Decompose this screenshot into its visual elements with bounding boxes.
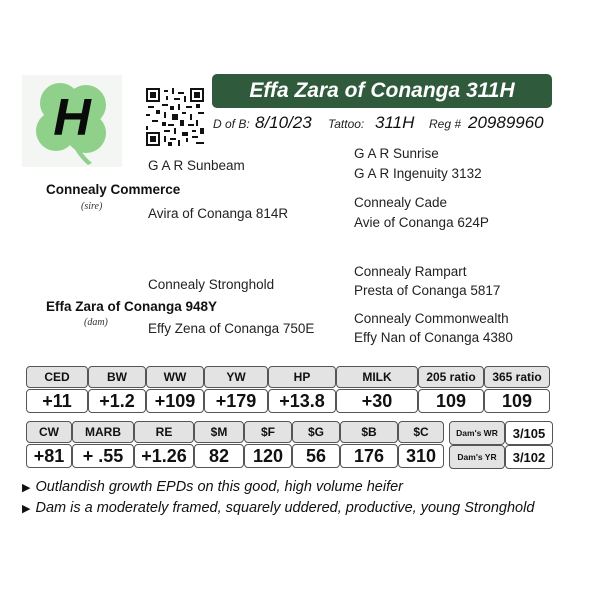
epd-value-yw: +179 bbox=[204, 389, 268, 413]
epd-value-ced: +11 bbox=[26, 389, 88, 413]
logo-h-clover bbox=[22, 75, 122, 167]
epd-header-ced: CED bbox=[26, 366, 88, 388]
qr-code-icon[interactable] bbox=[146, 88, 204, 146]
sire-dam: Avira of Conanga 814R bbox=[148, 206, 289, 221]
dob-label: D of B: bbox=[213, 117, 250, 131]
epd-header-g: $G bbox=[292, 421, 340, 443]
note-2-text: Dam is a moderately framed, squarely uddered, productive, young Stronghold bbox=[35, 500, 535, 516]
note-2 bbox=[22, 500, 534, 516]
sire-name: Connealy Commerce bbox=[46, 182, 181, 197]
sire-sire-sire: G A R Sunrise bbox=[354, 146, 439, 161]
sire-dam-sire: Connealy Cade bbox=[354, 195, 448, 210]
sire-sire: G A R Sunbeam bbox=[148, 158, 245, 173]
dam-wr-label: Dam's WR bbox=[449, 421, 505, 445]
epd-header-marb: MARB bbox=[72, 421, 134, 443]
epd-value-hp: +13.8 bbox=[268, 389, 336, 413]
epd-value-bw: +1.2 bbox=[88, 389, 146, 413]
dam-wr-value: 3/105 bbox=[505, 421, 553, 445]
bullet-icon: ▶ bbox=[22, 482, 31, 494]
dam-sire-sire: Connealy Rampart bbox=[354, 264, 467, 279]
epd-header-c: $C bbox=[398, 421, 444, 443]
dam-yr-label: Dam's YR bbox=[449, 445, 505, 469]
epd-value-milk: +30 bbox=[336, 389, 418, 413]
tattoo-label: Tattoo: bbox=[328, 117, 365, 131]
dam-sire: Connealy Stronghold bbox=[148, 277, 275, 292]
epd-value-cw: +81 bbox=[26, 444, 72, 468]
sire-role: (sire) bbox=[81, 201, 103, 212]
epd-value-365-ratio: 109 bbox=[484, 389, 550, 413]
epd-value-f: 120 bbox=[244, 444, 292, 468]
epd-header-f: $F bbox=[244, 421, 292, 443]
epd-header-re: RE bbox=[134, 421, 194, 443]
animal-name-banner: Effa Zara of Conanga 311H bbox=[212, 74, 552, 108]
epd-header-m: $M bbox=[194, 421, 244, 443]
epd-value-re: +1.26 bbox=[134, 444, 194, 468]
sire-dam-dam: Avie of Conanga 624P bbox=[354, 215, 489, 230]
epd-value-205-ratio: 109 bbox=[418, 389, 484, 413]
epd-header-yw: YW bbox=[204, 366, 268, 388]
epd-value-marb: + .55 bbox=[72, 444, 134, 468]
dob-value: 8/10/23 bbox=[255, 113, 312, 132]
epd-header-205-ratio: 205 ratio bbox=[418, 366, 484, 388]
epd-value-ww: +109 bbox=[146, 389, 204, 413]
reg-value: 20989960 bbox=[468, 113, 544, 132]
bullet-icon: ▶ bbox=[22, 503, 31, 515]
sire-sire-dam: G A R Ingenuity 3132 bbox=[354, 166, 482, 181]
epd-header-cw: CW bbox=[26, 421, 72, 443]
epd-value-m: 82 bbox=[194, 444, 244, 468]
dam-dam: Effy Zena of Conanga 750E bbox=[148, 321, 315, 336]
epd-header-365-ratio: 365 ratio bbox=[484, 366, 550, 388]
dam-name: Effa Zara of Conanga 948Y bbox=[46, 299, 218, 314]
dam-yr-value: 3/102 bbox=[505, 445, 553, 469]
epd-header-hp: HP bbox=[268, 366, 336, 388]
epd-value-c: 310 bbox=[398, 444, 444, 468]
epd-header-milk: MILK bbox=[336, 366, 418, 388]
note-1 bbox=[22, 479, 403, 495]
epd-header-bw: BW bbox=[88, 366, 146, 388]
dam-dam-dam: Effy Nan of Conanga 4380 bbox=[354, 330, 513, 345]
epd-value-g: 56 bbox=[292, 444, 340, 468]
epd-header-b: $B bbox=[340, 421, 398, 443]
epd-header-ww: WW bbox=[146, 366, 204, 388]
logo-letter: H bbox=[53, 89, 91, 147]
note-1-text: Outlandish growth EPDs on this good, high volume heifer bbox=[35, 479, 404, 495]
dam-dam-sire: Connealy Commonwealth bbox=[354, 311, 509, 326]
epd-value-b: 176 bbox=[340, 444, 398, 468]
clover-icon bbox=[22, 75, 122, 167]
dam-sire-dam: Presta of Conanga 5817 bbox=[354, 283, 501, 298]
reg-label: Reg # bbox=[429, 117, 462, 131]
dam-role: (dam) bbox=[84, 317, 108, 328]
tattoo-value: 311H bbox=[375, 113, 415, 132]
